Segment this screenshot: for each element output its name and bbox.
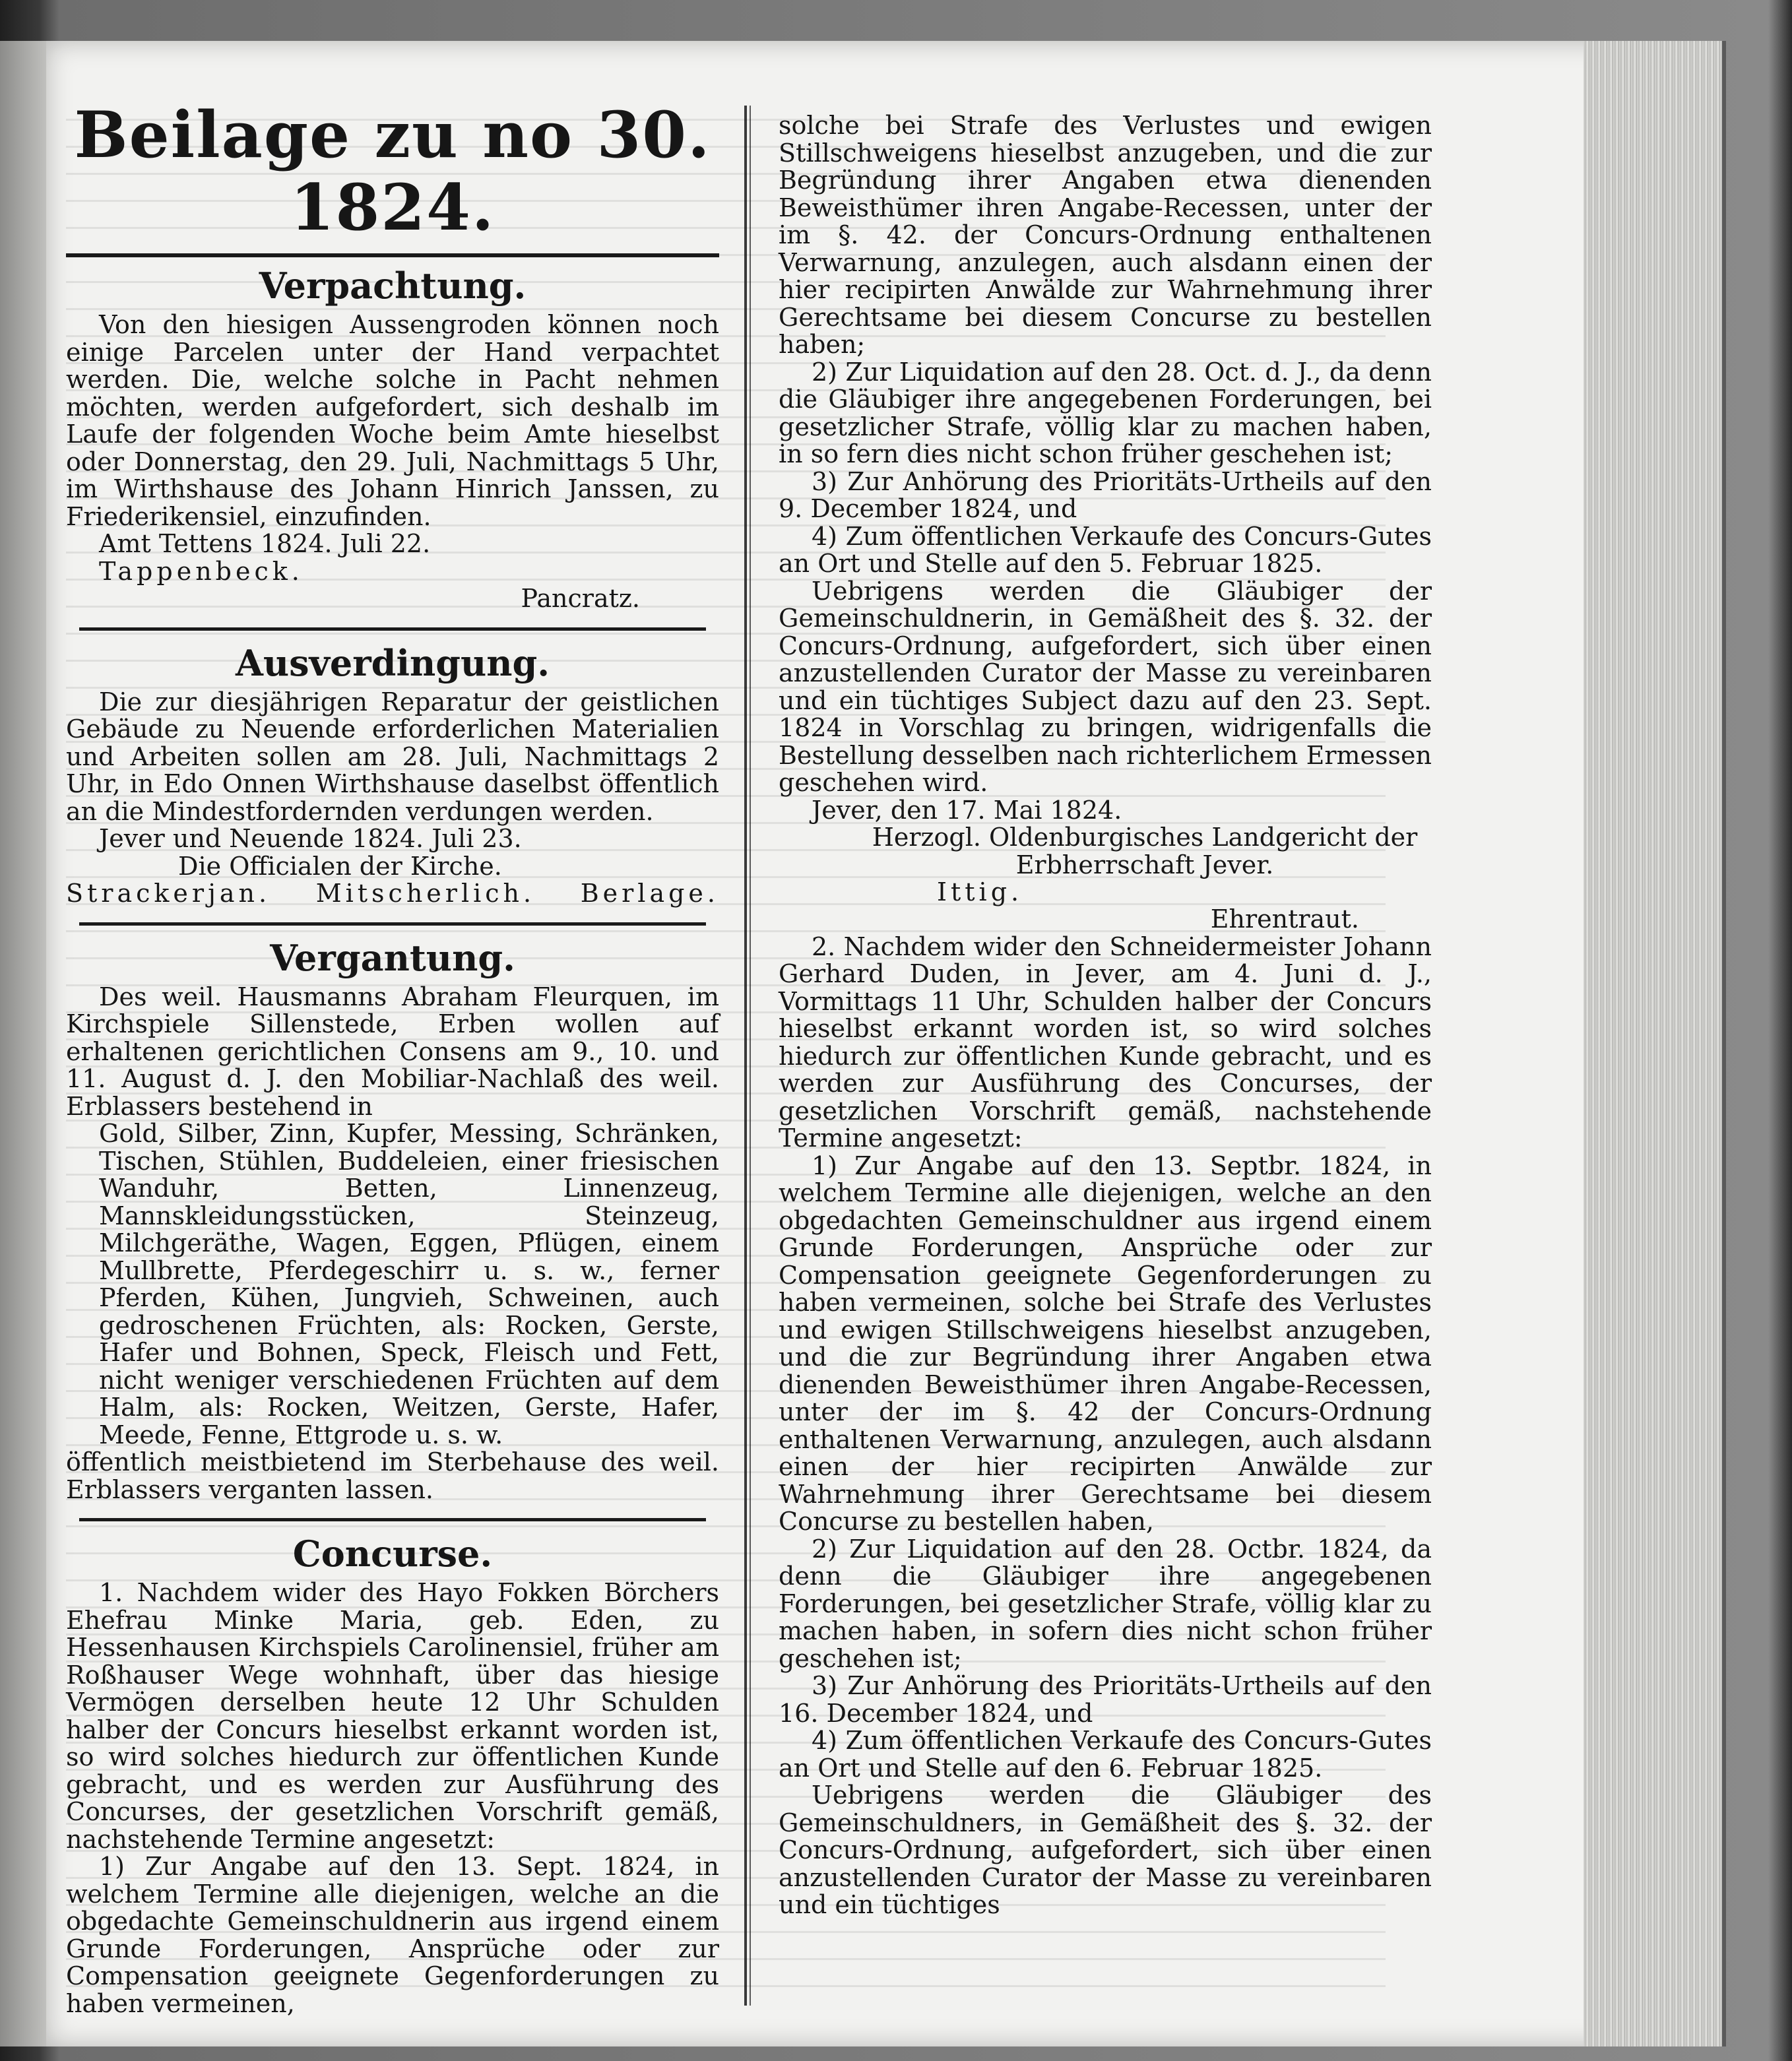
left-column [66,99,719,2017]
masthead-title: Beilage zu no 30. 1824. [74,98,711,245]
concurs-case-1-uebrigens: Uebrigens werden die Gläubiger der Gemeinschuldnerin, in Gemäßheit des §. 32. der Concurs-Ordnung, aufgefordert, sich über einen anzustellenden Curator der Masse zu vereinbaren und ein tüchtiges Subject dazu auf den 23. Sept. 1824 in Vorschlag zu bringen, widrigenfalls die Bestellung desselben nach richterlichem Ermessen geschehen wird. [779,576,1432,797]
section-heading-verpachtung: Verpachtung. [259,265,527,307]
section-divider [79,627,706,631]
section-heading-ausverdingung: Ausverdingung. [235,641,550,684]
signature-ittig: Ittig. [937,877,1023,906]
section-body-verpachtung: Von den hiesigen Aussengroden können noch einige Parcelen unter der Hand verpachtet werden. Die, welche solche in Pacht nehmen möchten, werden aufgefordert, sich deshalb im Laufe der folgenden Woche beim Amte hieselbst oder Donnerstag, den 29. Juli, Nachmittags 5 Uhr, im Wirthshause des Johann Hinrich Janssen, zu Friederikensiel, einzufinden. [66,310,719,531]
concurs-case-2: 2. Nachdem wider den Schneidermeister Johann Gerhard Duden, in Jever, am 4. Juni d. J., Vormittags 11 Uhr, Schulden halber der Concurs hieselbst erkannt worden ist, so wird solches hiedurch zur öffentlichen Kunde gebracht, und es werden zur Ausführung des Concurses, der gesetzlichen Vorschrift gemäß, nachstehende Termine angesetzt: [779,932,1432,1153]
dateline-amt-tettens: Amt Tettens 1824. Juli 22. [99,529,431,558]
dateline-jever-mai: Jever, den 17. Mai 1824. [812,795,1122,825]
section-body-ausverdingung: Die zur diesjährigen Reparatur der geistlichen Gebäude zu Neuende erforderlichen Materialien und Arbeiten sollen am 28. Juli, Nachmittags 2 Uhr, in Edo Onnen Wirthshause daselbst öffentlich an die Mindestfordernden verdungen werden. [66,687,719,826]
column-divider-secondary [750,106,751,2006]
section-heading-vergantung: Vergantung. [270,936,515,979]
section-body-vergantung: Des weil. Hausmanns Abraham Fleurquen, im Kirchspiele Sillenstede, Erben wollen auf erhaltenen gerichtlichen Consens am 9., 10. und 11. August d. J. den Mobiliar-Nachlaß des weil. Erblassers bestehend in [66,982,719,1121]
court-signature: Herzogl. Oldenburgisches Landgericht der Erbherrschaft Jever. [872,823,1418,879]
vergantung-item-list: Gold, Silber, Zinn, Kupfer, Messing, Schränken, Tischen, Stühlen, Buddeleien, einer friesischen Wanduhr, Betten, Linnenzeug, Mannskleidungsstücken, Steinzeug, Milchgeräthe, Wagen, Eggen, Pflügen, einem Mullbrette, Pferdegeschirr u. s. w., ferner Pferden, Kühen, Jungvieh, Schweinen, auch gedroschenen Früchten, als: Rocken, Gerste, Hafer und Bohnen, Speck, Fleisch und Fett, nicht weniger verschiedenen Früchten auf dem Halm, als: Rocken, Weitzen, Gerste, Hafer, Meede, Fenne, Ettgrode u. s. w. [99,1119,719,1449]
section-body-vergantung-end: öffentlich meistbietend im Sterbehause des weil. Erblassers verganten lassen. [66,1447,719,1504]
section-divider [79,922,706,926]
signature-row-court [779,879,1432,934]
column-divider [744,106,747,2006]
signature-tappenbeck: Tappenbeck. [99,556,304,586]
right-column [779,112,1432,1919]
signature-strackerjan: Strackerjan. [66,879,271,908]
concurs-case-2-item-4: 4) Zum öffentlichen Verkaufe des Concurs-Gutes an Ort und Stelle auf den 6. Februar 1825. [779,1726,1432,1783]
masthead-rule [66,253,719,257]
section-divider [79,1518,706,1521]
concurs-case-1-item-1: 1) Zur Angabe auf den 13. Sept. 1824, in welchem Termine alle diejenigen, welche an die obgedachte Gemeinschuldnerin aus irgend einem Grunde Forderungen, Ansprüche oder zur Compensation geeignete Gegenforderungen zu haben vermeinen, [66,1852,719,2018]
concurs-case-1: 1. Nachdem wider des Hayo Fokken Börchers Ehefrau Minke Maria, geb. Eden, zu Hessenhausen Kirchspiels Carolinensiel, früher am Roßhauser Wege wohnhaft, über das hiesige Vermögen derselben heute 12 Uhr Schulden halber der Concurs hieselbst erkannt worden ist, so wird solches hiedurch zur öffentlichen Kunde gebracht, und es werden zur Ausführung des Concurses, der gesetzlichen Vorschrift gemäß, nachstehende Termine angesetzt: [66,1578,719,1854]
signature-row [66,880,719,908]
signature-berlage: Berlage. [580,879,719,908]
concurs-case-2-item-3: 3) Zur Anhörung des Prioritäts-Urtheils auf den 16. December 1824, und [779,1671,1432,1728]
officials-line: Die Officialen der Kirche. [178,851,502,881]
signature-pancratz: Pancratz. [521,584,640,613]
concurs-case-1-item-2: 2) Zur Liquidation auf den 28. Oct. d. J., da denn die Gläubiger ihre angegebenen Forderungen, bei gesetzlicher Strafe, völlig klar zu machen haben, in so fern dies nicht schon früher geschehen ist; [779,357,1432,468]
concurs-case-1-continuation: solche bei Strafe des Verlustes und ewigen Stillschweigens hieselbst anzugeben, und die zur Begründung ihrer Angaben etwa dienenden Beweisthümer ihren Angabe-Recessen, unter der im §. 42. der Concurs-Ordnung enthaltenen Verwarnung, anzulegen, auch alsdann einen der hier recipirten Anwälde zur Wahrnehmung ihrer Gerechtsame bei diesem Concurse zu bestellen haben; [779,111,1432,359]
book-page-edges [1584,41,1726,2046]
signature-mitscherlich: Mitscherlich. [315,879,536,908]
concurs-case-2-item-2: 2) Zur Liquidation auf den 28. Octbr. 1824, da denn die Gläubiger ihre angegebenen Forderungen, bei gesetzlicher Strafe, völlig klar zu machen haben, in sofern dies nicht schon früher geschehen ist; [779,1534,1432,1673]
section-heading-concurse: Concurse. [292,1533,493,1575]
concurs-case-2-item-1: 1) Zur Angabe auf den 13. Septbr. 1824, in welchem Termine alle diejenigen, welche an den obgedachten Gemeinschuldner aus irgend einem Grunde Forderungen, Ansprüche oder zur Compensation geeignete Gegenforderungen zu haben vermeinen, solche bei Strafe des Verlustes und ewigen Stillschweigens hieselbst anzugeben, und die zur Begründung ihrer Angaben etwa dienenden Beweisthümer ihren Angabe-Recessen, unter der im §. 42 der Concurs-Ordnung enthaltenen Verwarnung, anzulegen, auch alsdann einen der hier recipirten Anwälde zur Wahrnehmung ihrer Gerechtsame bei diesem Concurse zu bestellen haben, [779,1151,1432,1536]
dateline-jever-neuende: Jever und Neuende 1824. Juli 23. [99,824,522,853]
concurs-case-1-item-4: 4) Zum öffentlichen Verkaufe des Concurs-Gutes an Ort und Stelle auf den 5. Februar 1825. [779,521,1432,578]
concurs-case-1-item-3: 3) Zur Anhörung des Prioritäts-Urtheils auf den 9. December 1824, und [779,466,1432,523]
concurs-case-2-uebrigens: Uebrigens werden die Gläubiger des Gemeinschuldners, in Gemäßheit des §. 32. der Concurs-Ordnung, aufgefordert, sich über einen anzustellenden Curator der Masse zu vereinbaren und ein tüchtiges [779,1781,1432,1919]
signature-ehrentraut: Ehrentraut. [1210,904,1359,934]
